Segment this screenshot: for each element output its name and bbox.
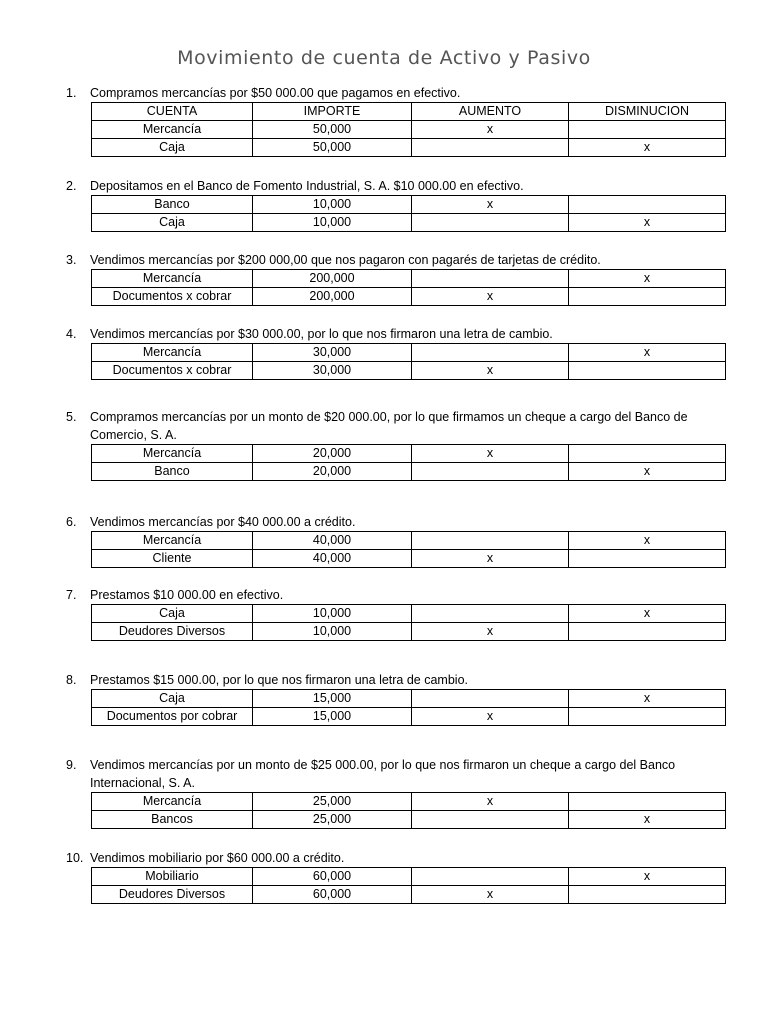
table-cell: x bbox=[569, 344, 726, 362]
table-cell: Mercancía bbox=[92, 344, 253, 362]
exercise-text: Depositamos en el Banco de Fomento Industrial, S. A. $10 000.00 en efectivo. bbox=[90, 179, 524, 193]
exercise-number: 9. bbox=[66, 758, 77, 772]
exercise-statement bbox=[66, 671, 726, 689]
table-row bbox=[92, 362, 726, 380]
table-cell: 10,000 bbox=[253, 196, 412, 214]
table-row bbox=[92, 623, 726, 641]
exercise-number: 6. bbox=[66, 515, 77, 529]
table-cell: Documentos por cobrar bbox=[92, 708, 253, 726]
exercise-item bbox=[66, 756, 726, 829]
table-cell: x bbox=[412, 196, 569, 214]
table-row bbox=[92, 793, 726, 811]
table-cell bbox=[412, 605, 569, 623]
table-cell: 15,000 bbox=[253, 690, 412, 708]
table-cell: 10,000 bbox=[253, 605, 412, 623]
exercise-statement bbox=[66, 756, 726, 792]
table-cell bbox=[569, 886, 726, 904]
table-cell: 15,000 bbox=[253, 708, 412, 726]
table-cell: 60,000 bbox=[253, 868, 412, 886]
table-cell bbox=[412, 344, 569, 362]
exercise-statement bbox=[66, 84, 726, 102]
table-cell: 20,000 bbox=[253, 445, 412, 463]
exercise-text: Vendimos mercancías por $30 000.00, por lo que nos firmaron una letra de cambio. bbox=[90, 327, 553, 341]
exercise-item bbox=[66, 177, 726, 232]
table-cell: Banco bbox=[92, 463, 253, 481]
table-cell: 40,000 bbox=[253, 550, 412, 568]
table-cell: x bbox=[412, 362, 569, 380]
table-row bbox=[92, 463, 726, 481]
table-cell bbox=[412, 139, 569, 157]
table-cell bbox=[569, 288, 726, 306]
table-cell: x bbox=[412, 121, 569, 139]
page-title: Movimiento de cuenta de Activo y Pasivo bbox=[177, 47, 591, 69]
table-cell: x bbox=[412, 288, 569, 306]
table-row bbox=[92, 690, 726, 708]
table-cell: x bbox=[569, 270, 726, 288]
table-cell: x bbox=[569, 532, 726, 550]
exercise-text: Prestamos $15 000.00, por lo que nos firmaron una letra de cambio. bbox=[90, 673, 468, 687]
table-cell bbox=[569, 623, 726, 641]
table-header-cell: AUMENTO bbox=[412, 103, 569, 121]
account-table bbox=[91, 689, 726, 726]
exercise-statement bbox=[66, 586, 726, 604]
exercise-text: Prestamos $10 000.00 en efectivo. bbox=[90, 588, 284, 602]
account-table bbox=[91, 343, 726, 380]
exercise-statement bbox=[66, 513, 726, 531]
table-header-cell: CUENTA bbox=[92, 103, 253, 121]
table-header-cell: DISMINUCION bbox=[569, 103, 726, 121]
table-cell: x bbox=[412, 550, 569, 568]
table-cell: x bbox=[569, 463, 726, 481]
table-cell: Mercancía bbox=[92, 793, 253, 811]
table-row bbox=[92, 445, 726, 463]
table-cell: Documentos x cobrar bbox=[92, 362, 253, 380]
table-cell: Documentos x cobrar bbox=[92, 288, 253, 306]
exercise-statement bbox=[66, 408, 726, 444]
table-row bbox=[92, 532, 726, 550]
exercise-item bbox=[66, 586, 726, 641]
table-header-cell: IMPORTE bbox=[253, 103, 412, 121]
table-cell: x bbox=[569, 214, 726, 232]
table-row bbox=[92, 121, 726, 139]
table-cell bbox=[412, 270, 569, 288]
account-table bbox=[91, 269, 726, 306]
table-row bbox=[92, 886, 726, 904]
table-row bbox=[92, 708, 726, 726]
table-cell bbox=[569, 550, 726, 568]
table-cell: x bbox=[569, 139, 726, 157]
table-cell bbox=[569, 362, 726, 380]
table-cell: 200,000 bbox=[253, 270, 412, 288]
table-row bbox=[92, 139, 726, 157]
exercise-item bbox=[66, 671, 726, 726]
exercise-text: Compramos mercancías por un monto de $20 000.00, por lo que firmamos un cheque a cargo del Banco de Comercio, S. A. bbox=[90, 410, 688, 442]
exercise-number: 4. bbox=[66, 327, 77, 341]
table-row bbox=[92, 270, 726, 288]
table-cell: x bbox=[569, 690, 726, 708]
table-cell: x bbox=[412, 886, 569, 904]
table-row bbox=[92, 868, 726, 886]
table-cell bbox=[569, 121, 726, 139]
exercise-statement bbox=[66, 849, 726, 867]
table-cell: x bbox=[412, 623, 569, 641]
table-cell: x bbox=[569, 605, 726, 623]
table-row bbox=[92, 344, 726, 362]
exercise-text: Vendimos mercancías por un monto de $25 000.00, por lo que nos firmaron un cheque a cargo del Banco Internacional, S. A. bbox=[90, 758, 676, 790]
table-cell: 50,000 bbox=[253, 139, 412, 157]
table-cell: Mobiliario bbox=[92, 868, 253, 886]
table-cell: Caja bbox=[92, 690, 253, 708]
table-cell bbox=[569, 793, 726, 811]
account-table bbox=[91, 444, 726, 481]
account-table bbox=[91, 867, 726, 904]
table-cell: Caja bbox=[92, 139, 253, 157]
table-cell: 30,000 bbox=[253, 344, 412, 362]
exercise-number: 10. bbox=[66, 851, 84, 865]
exercise-text: Vendimos mobiliario por $60 000.00 a crédito. bbox=[90, 851, 345, 865]
exercise-statement bbox=[66, 325, 726, 343]
table-cell bbox=[412, 463, 569, 481]
table-cell: x bbox=[412, 708, 569, 726]
exercise-item bbox=[66, 408, 726, 481]
table-cell: 10,000 bbox=[253, 623, 412, 641]
table-cell: 30,000 bbox=[253, 362, 412, 380]
exercise-number: 3. bbox=[66, 253, 77, 267]
exercise-text: Vendimos mercancías por $40 000.00 a crédito. bbox=[90, 515, 356, 529]
table-cell: Mercancía bbox=[92, 270, 253, 288]
table-cell bbox=[412, 690, 569, 708]
table-cell: Deudores Diversos bbox=[92, 623, 253, 641]
exercise-item bbox=[66, 849, 726, 904]
table-cell: Caja bbox=[92, 605, 253, 623]
table-row bbox=[92, 288, 726, 306]
account-table bbox=[91, 792, 726, 829]
table-header-row bbox=[92, 103, 726, 121]
table-cell bbox=[412, 868, 569, 886]
table-cell: Deudores Diversos bbox=[92, 886, 253, 904]
table-cell: Mercancía bbox=[92, 121, 253, 139]
table-cell bbox=[569, 445, 726, 463]
exercise-item bbox=[66, 325, 726, 380]
exercise-text: Compramos mercancías por $50 000.00 que pagamos en efectivo. bbox=[90, 86, 461, 100]
table-cell: 200,000 bbox=[253, 288, 412, 306]
table-cell: Cliente bbox=[92, 550, 253, 568]
table-cell: 25,000 bbox=[253, 811, 412, 829]
table-cell: Mercancía bbox=[92, 445, 253, 463]
exercise-text: Vendimos mercancías por $200 000,00 que nos pagaron con pagarés de tarjetas de crédito. bbox=[90, 253, 601, 267]
table-cell: x bbox=[412, 445, 569, 463]
table-cell: 20,000 bbox=[253, 463, 412, 481]
table-row bbox=[92, 196, 726, 214]
account-table bbox=[91, 604, 726, 641]
table-cell: x bbox=[569, 868, 726, 886]
account-table bbox=[91, 531, 726, 568]
table-row bbox=[92, 214, 726, 232]
table-cell: x bbox=[412, 793, 569, 811]
table-cell bbox=[412, 532, 569, 550]
table-cell: Mercancía bbox=[92, 532, 253, 550]
table-cell: 60,000 bbox=[253, 886, 412, 904]
table-cell: x bbox=[569, 811, 726, 829]
exercise-statement bbox=[66, 177, 726, 195]
table-cell: Caja bbox=[92, 214, 253, 232]
account-table bbox=[91, 102, 726, 157]
table-row bbox=[92, 811, 726, 829]
table-cell: Bancos bbox=[92, 811, 253, 829]
table-cell: 50,000 bbox=[253, 121, 412, 139]
table-cell: 25,000 bbox=[253, 793, 412, 811]
table-cell bbox=[412, 811, 569, 829]
exercise-item bbox=[66, 513, 726, 568]
exercise-item bbox=[66, 251, 726, 306]
table-cell bbox=[569, 708, 726, 726]
table-cell: 10,000 bbox=[253, 214, 412, 232]
table-cell: Banco bbox=[92, 196, 253, 214]
table-cell: 40,000 bbox=[253, 532, 412, 550]
table-row bbox=[92, 550, 726, 568]
table-row bbox=[92, 605, 726, 623]
exercise-number: 5. bbox=[66, 410, 77, 424]
exercise-number: 1. bbox=[66, 86, 77, 100]
exercise-item bbox=[66, 84, 726, 157]
exercise-number: 7. bbox=[66, 588, 77, 602]
table-cell bbox=[412, 214, 569, 232]
table-cell bbox=[569, 196, 726, 214]
exercise-number: 8. bbox=[66, 673, 77, 687]
exercise-statement bbox=[66, 251, 726, 269]
account-table bbox=[91, 195, 726, 232]
exercise-number: 2. bbox=[66, 179, 77, 193]
